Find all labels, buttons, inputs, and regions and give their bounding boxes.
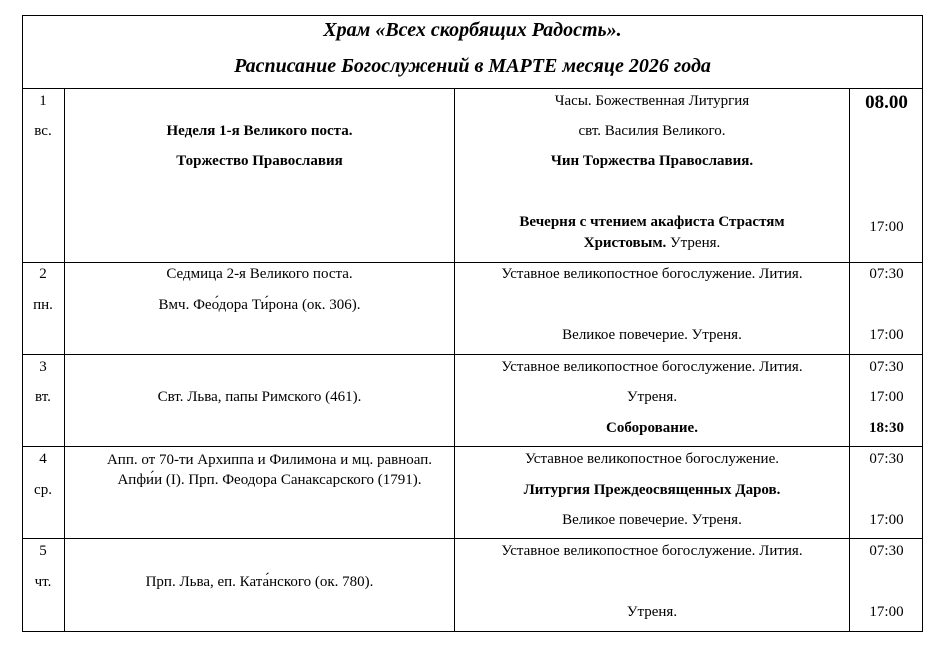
service-item: Часы. Божественная Литургия bbox=[554, 93, 750, 109]
service-time: 07:30 bbox=[869, 543, 904, 559]
service-item: Вечерня с чтением акафиста Страстям bbox=[519, 214, 785, 230]
service-item: Утреня. bbox=[626, 604, 678, 620]
row-divider bbox=[22, 446, 923, 447]
service-item-rest: Утреня. bbox=[666, 235, 721, 251]
service-item: Уставное великопостное богослужение. Лития. bbox=[501, 359, 803, 375]
service-item: Чин Торжества Православия. bbox=[550, 153, 754, 169]
service-item: Соборование. bbox=[606, 420, 698, 436]
day-weekday: пн. bbox=[33, 297, 53, 313]
service-time: 08.00 bbox=[865, 92, 908, 113]
church-title: Храм «Всех скорбящих Радость». bbox=[323, 19, 622, 41]
day-name-line: Вмч. Фео́дора Ти́рона (ок. 306). bbox=[158, 297, 361, 313]
day-number: 3 bbox=[39, 359, 47, 375]
service-item: Уставное великопостное богослужение. Лития. bbox=[501, 266, 803, 282]
day-name-line: Прп. Льва, еп. Ката́нского (ок. 780). bbox=[145, 574, 374, 590]
service-item bbox=[455, 234, 849, 252]
schedule-title: Расписание Богослужений в МАРТЕ месяце 2026 года bbox=[234, 55, 711, 77]
service-item: Уставное великопостное богослужение. Лития. bbox=[501, 543, 803, 559]
service-time: 07:30 bbox=[869, 359, 904, 375]
day-number: 5 bbox=[39, 543, 47, 559]
day-weekday: чт. bbox=[34, 574, 52, 590]
service-time: 17:00 bbox=[869, 327, 904, 343]
service-time: 17:00 bbox=[869, 512, 904, 528]
service-item: свт. Василия Великого. bbox=[578, 123, 726, 139]
service-time: 17:00 bbox=[869, 604, 904, 620]
service-item: Уставное великопостное богослужение. bbox=[524, 451, 779, 467]
day-name-line: Седмица 2-я Великого поста. bbox=[166, 266, 353, 282]
service-time: 18:30 bbox=[869, 420, 904, 436]
day-name-text: Апп. от 70-ти Архиппа и Филимона и мц. равноап. Апфи́и (I). Прп. Феодора Санаксарского (1791). bbox=[106, 452, 433, 488]
day-number: 1 bbox=[39, 93, 47, 109]
day-name-line: Неделя 1-я Великого поста. bbox=[166, 123, 353, 139]
day-weekday: вс. bbox=[34, 123, 52, 139]
day-name-line: Свт. Льва, папы Римского (461). bbox=[157, 389, 362, 405]
service-item: Литургия Преждеосвященных Даров. bbox=[523, 482, 781, 498]
row-divider bbox=[22, 538, 923, 539]
service-item: Великое повечерие. Утреня. bbox=[562, 512, 742, 528]
day-number: 2 bbox=[39, 266, 47, 282]
row-divider bbox=[22, 354, 923, 355]
day-weekday: вт. bbox=[35, 389, 51, 405]
service-time: 07:30 bbox=[869, 451, 904, 467]
header-divider bbox=[22, 88, 923, 89]
row-divider bbox=[22, 262, 923, 263]
service-item-bold: Христовым. bbox=[583, 235, 667, 251]
service-time: 17:00 bbox=[869, 219, 904, 235]
day-name-line: Торжество Православия bbox=[176, 153, 343, 169]
service-time: 17:00 bbox=[869, 389, 904, 405]
service-item: Великое повечерие. Утреня. bbox=[562, 327, 742, 343]
day-weekday: ср. bbox=[34, 482, 52, 498]
service-item: Утреня. bbox=[626, 389, 678, 405]
day-number: 4 bbox=[39, 451, 47, 467]
service-time: 07:30 bbox=[869, 266, 904, 282]
